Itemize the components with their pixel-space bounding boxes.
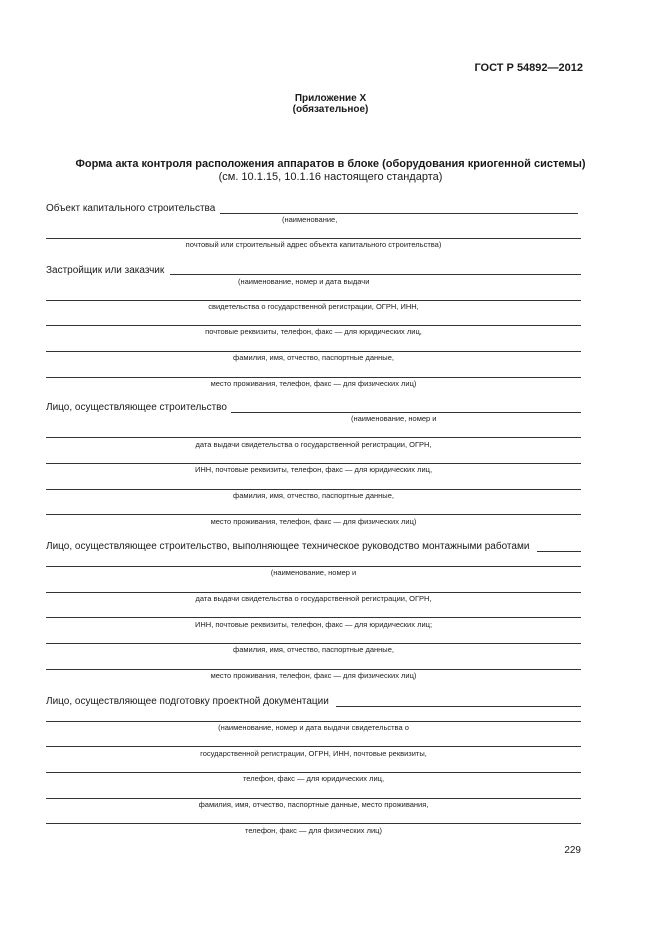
developer-field-line-2[interactable] [46,300,581,301]
developer-field-line[interactable] [170,274,581,275]
builder-field-line-3[interactable] [46,463,581,464]
builder-caption-3: ИНН, почтовые реквизиты, телефон, факс — для юридических лиц, [194,465,433,474]
designer-field-line-4[interactable] [46,772,581,773]
developer-field-line-5[interactable] [46,377,581,378]
builder-caption-5: место проживания, телефон, факс — для физических лиц) [210,517,417,526]
supervisor-field-line-5[interactable] [46,643,581,644]
developer-caption-4: фамилия, имя, отчество, паспортные данные, [233,353,394,362]
supervisor-field-line-2[interactable] [46,566,581,567]
builder-field-line-4[interactable] [46,489,581,490]
developer-label: Застройщик или заказчик [46,265,165,276]
designer-caption-2: государственной регистрации, ОГРН, ИНН, почтовые реквизиты, [200,749,427,758]
object-caption-2: почтовый или строительный адрес объекта капитального строительства) [185,240,442,249]
supervisor-field-line-6[interactable] [46,669,581,670]
object-field-line[interactable] [220,213,578,214]
object-caption-1: (наименование, [282,215,338,224]
developer-field-line-3[interactable] [46,325,581,326]
designer-field-line-3[interactable] [46,746,581,747]
builder-caption-2: дата выдачи свидетельства о государственной регистрации, ОГРН, [195,440,432,449]
page-number: 229 [564,845,581,856]
builder-field-line[interactable] [231,412,581,413]
designer-label: Лицо, осуществляющее подготовку проектной документации [46,696,329,707]
developer-field-line-4[interactable] [46,351,581,352]
object-field-line-2[interactable] [46,238,581,239]
supervisor-caption-1: (наименование, номер и [270,568,357,577]
builder-field-line-5[interactable] [46,514,581,515]
developer-caption-3: почтовые реквизиты, телефон, факс — для юридических лиц, [205,327,422,336]
builder-caption-1: (наименование, номер и [351,414,437,423]
form-subtitle: (см. 10.1.15, 10.1.16 настоящего стандарта) [218,171,443,183]
builder-field-line-2[interactable] [46,437,581,438]
supervisor-caption-4: фамилия, имя, отчество, паспортные данные, [233,645,394,654]
designer-field-line-6[interactable] [46,823,581,824]
supervisor-caption-5: место проживания, телефон, факс — для физических лиц) [210,671,417,680]
designer-field-line-2[interactable] [46,721,581,722]
developer-caption-5: место проживания, телефон, факс — для физических лиц) [210,379,417,388]
object-label: Объект капитального строительства [46,203,216,214]
designer-caption-4: фамилия, имя, отчество, паспортные данные, место проживания, [198,800,429,809]
designer-caption-1: (наименование, номер и дата выдачи свидетельства о [218,723,409,732]
designer-caption-3: телефон, факс — для юридических лиц, [242,774,385,783]
form-title: Форма акта контроля расположения аппаратов в блоке (оборудования криогенной системы) [75,158,586,170]
supervisor-field-line-3[interactable] [46,592,581,593]
supervisor-caption-3: ИНН, почтовые реквизиты, телефон, факс — для юридических лиц; [194,620,433,629]
supervisor-caption-2: дата выдачи свидетельства о государственной регистрации, ОГРН, [195,594,432,603]
supervisor-field-line-4[interactable] [46,617,581,618]
supervisor-field-line[interactable] [537,551,581,552]
supervisor-label: Лицо, осуществляющее строительство, выполняющее техническое руководство монтажными работами [46,541,530,552]
designer-field-line-5[interactable] [46,798,581,799]
standard-number: ГОСТ Р 54892—2012 [474,62,583,74]
appendix-title: Приложение X [294,93,367,104]
developer-caption-2: свидетельства о государственной регистрации, ОГРН, ИНН, [208,302,419,311]
designer-caption-5: телефон, факс — для физических лиц) [245,826,382,835]
builder-caption-4: фамилия, имя, отчество, паспортные данные, [233,491,394,500]
developer-caption-1: (наименование, номер и дата выдачи [238,277,370,286]
designer-field-line[interactable] [336,706,581,707]
appendix-subtitle: (обязательное) [292,104,369,115]
builder-label: Лицо, осуществляющее строительство [46,402,227,413]
